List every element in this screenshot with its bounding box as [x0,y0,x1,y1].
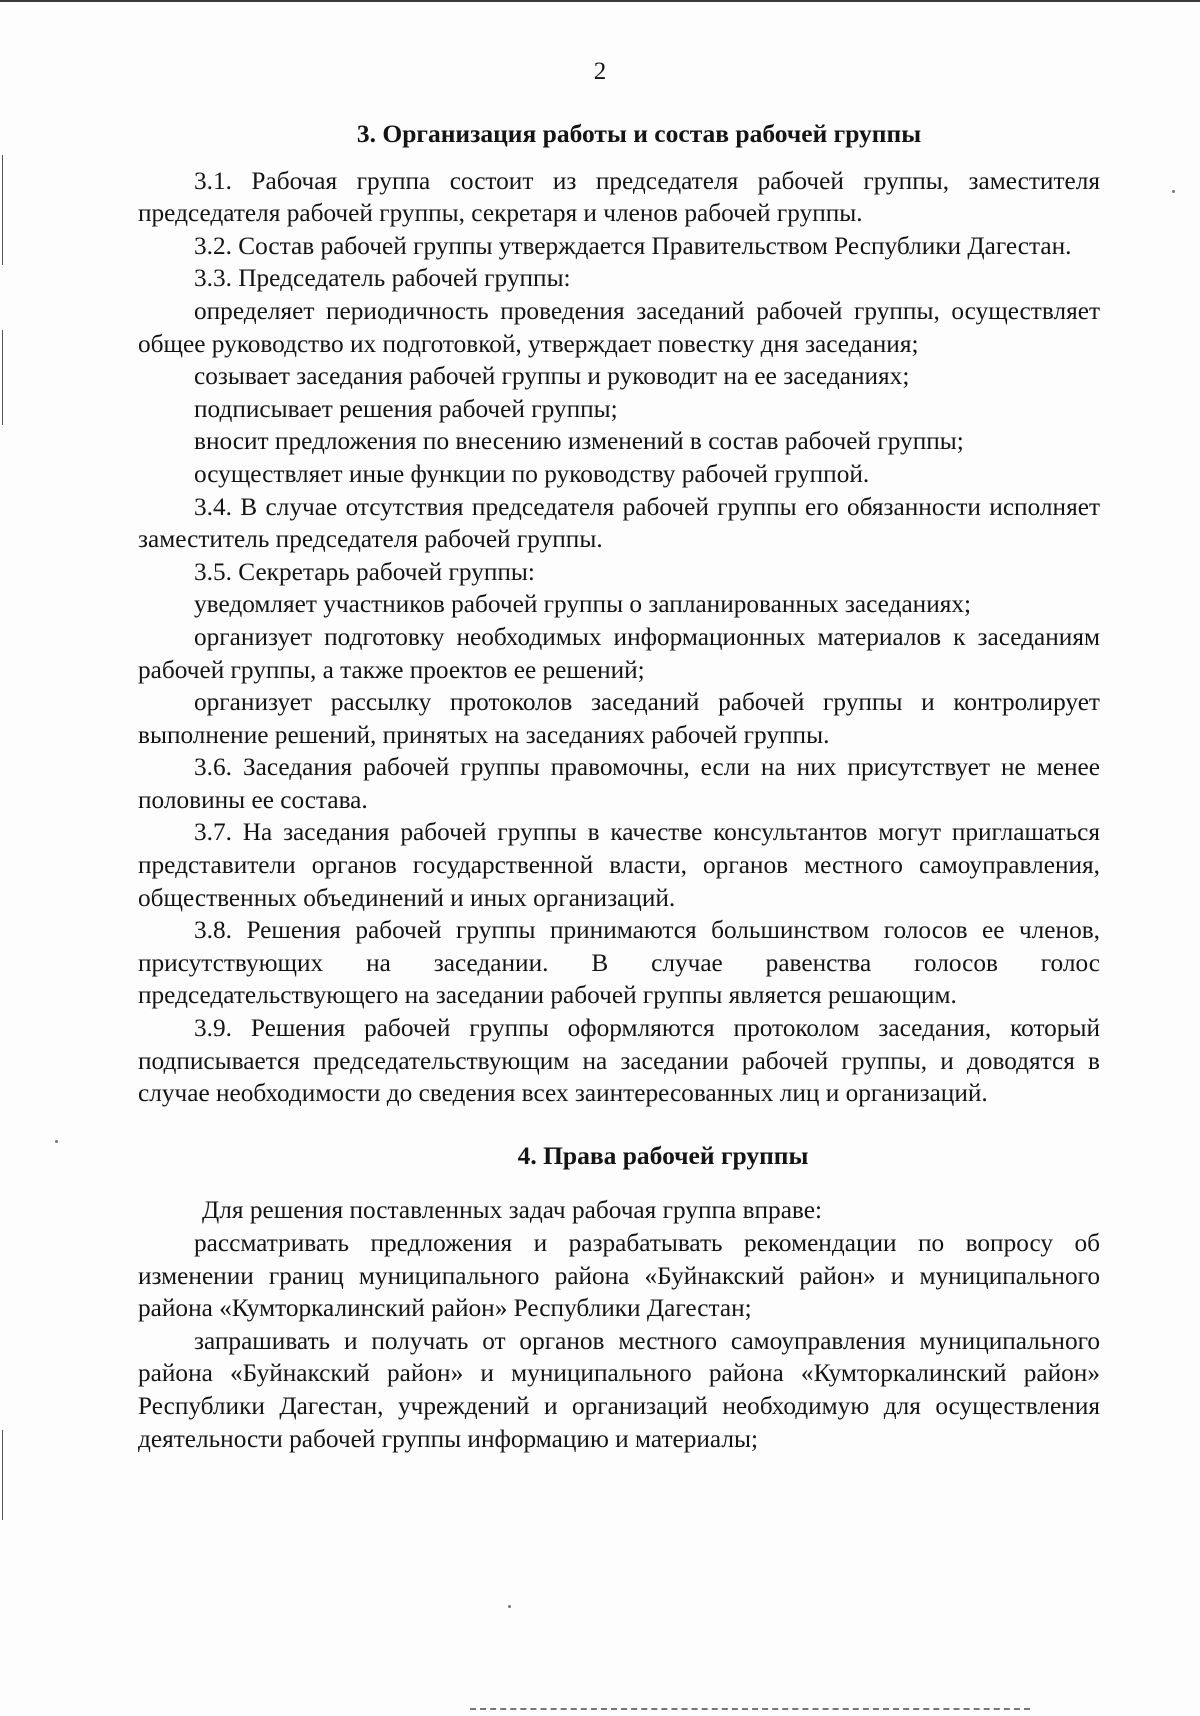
paragraph-3-3-item: осуществляет иные функции по руководству рабочей группой. [194,459,870,488]
scan-left-edge-mark [2,155,3,265]
scan-speck [55,1140,58,1143]
document-body [138,118,1100,1455]
scan-left-edge-mark [2,1430,3,1520]
page-number: 2 [593,58,607,85]
scan-top-edge [0,0,1200,2]
paragraph-3-3-item: определяет периодичность проведения заседаний рабочей группы, осуществляет общее руководство их подготовкой, утверждает повестку дня заседания; [138,296,1100,358]
paragraph-3-2: 3.2. Состав рабочей группы утверждается Правительством Республики Дагестан. [194,231,1072,260]
paragraph-3-3: 3.3. Председатель рабочей группы: [194,264,571,293]
section-3-heading: 3. Организация работы и состав рабочей группы [356,119,922,148]
paragraph-3-5-item: организует рассылку протоколов заседаний рабочей группы и контролирует выполнение решений, принятых на заседаниях рабочей группы. [138,688,1100,749]
paragraph-3-3-item: созывает заседания рабочей группы и руководит на ее заседаниях; [194,362,910,391]
paragraph-4-item: запрашивать и получать от органов местного самоуправления муниципального района «Буйнакский район» и муниципального района «Кумторкалинский район» Республики Дагестан, учреждений и организаций необходимую для осуществления деятельности рабочей группы информацию и материалы; [138,1326,1100,1453]
paragraph-3-5-item: организует подготовку необходимых информационных материалов к заседаниям рабочей группы, а также проектов ее решений; [138,622,1100,684]
paragraph-3-5-item: уведомляет участников рабочей группы о запланированных заседаниях; [194,590,972,619]
paragraph-3-1: 3.1. Рабочая группа состоит из председателя рабочей группы, заместителя председателя рабочей группы, секретаря и членов рабочей группы. [138,166,1100,228]
paragraph-4-item: рассматривать предложения и разрабатывать рекомендации по вопросу об изменении границ муниципального района «Буйнакский район» и муниципального района «Кумторкалинский район» Республики Дагестан; [138,1229,1100,1323]
scan-speck [508,1605,511,1608]
paragraph-3-8: 3.8. Решения рабочей группы принимаются большинством голосов ее членов, присутствующих на заседании. В случае равенства голосов голос председательствующего на заседании рабочей группы является решающим. [138,916,1100,1010]
section-4-heading: 4. Права рабочей группы [517,1140,809,1170]
paragraph-4-intro: Для решения поставленных задач рабочая группа вправе: [202,1196,822,1225]
paragraph-3-7: 3.7. На заседания рабочей группы в качестве консультантов могут приглашаться представители органов государственной власти, органов местного самоуправления, общественных объединений и иных организаций. [138,818,1100,912]
scan-speck [1172,190,1175,193]
paragraph-3-6: 3.6. Заседания рабочей группы правомочны, если на них присутствует не менее половины ее состава. [138,753,1100,814]
scan-left-edge-mark [2,330,3,425]
paragraph-3-3-item: подписывает решения рабочей группы; [194,394,618,423]
scan-bottom-edge [470,1708,1030,1713]
paragraph-3-4: 3.4. В случае отсутствия председателя рабочей группы его обязанности исполняет заместитель председателя рабочей группы. [138,492,1100,554]
paragraph-3-9: 3.9. Решения рабочей группы оформляются протоколом заседания, который подписывается председательствующим на заседании рабочей группы, и доводятся в случае необходимости до сведения всех заинтересованных лиц и организаций. [138,1014,1100,1108]
paragraph-3-5: 3.5. Секретарь рабочей группы: [194,557,535,586]
paragraph-3-3-item: вносит предложения по внесению изменений в состав рабочей группы; [194,427,964,456]
